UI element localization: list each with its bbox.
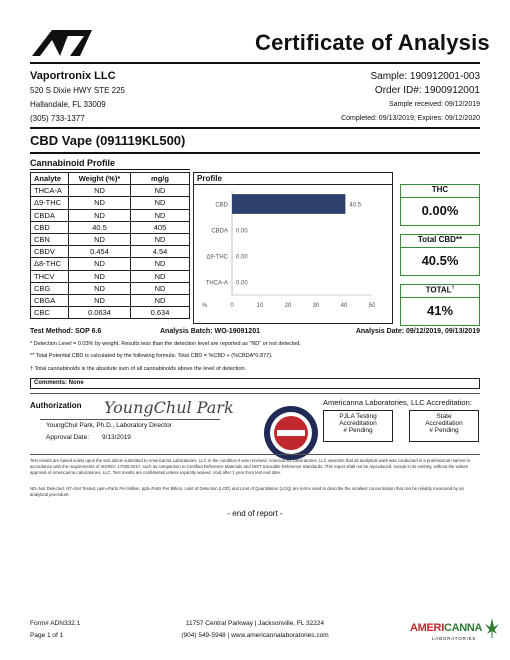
data-label: 0.00 xyxy=(236,228,248,235)
weight-cell: ND xyxy=(69,258,131,270)
col-mgg: mg/g xyxy=(131,173,190,185)
weight-cell: ND xyxy=(69,197,131,209)
comments-box xyxy=(30,378,480,389)
total-box xyxy=(400,284,480,326)
sample-number: Sample: 190912001-003 xyxy=(370,71,480,82)
state-line-1: State xyxy=(436,413,452,420)
analyte-cell: CBG xyxy=(31,282,69,294)
mgg-cell: ND xyxy=(131,282,190,294)
end-of-report: - end of report - xyxy=(227,509,283,518)
weight-cell: ND xyxy=(69,270,131,282)
x-axis-label: % xyxy=(202,303,208,309)
pjla-line-1: PJLA Testing xyxy=(339,413,377,420)
col-analyte: Analyte xyxy=(31,173,69,185)
analyte-cell: CBN xyxy=(31,233,69,245)
mgg-cell: ND xyxy=(131,185,190,197)
weight-cell: 0.0634 xyxy=(69,307,131,319)
pjla-line-2: Accreditation xyxy=(339,420,377,427)
total-cbd-label: Total CBD** xyxy=(401,235,479,248)
mgg-cell: 4.54 xyxy=(131,246,190,258)
category-label: CBDA xyxy=(211,228,228,235)
comments-rule xyxy=(30,393,480,394)
state-box xyxy=(409,410,479,442)
weight-cell: 0.454 xyxy=(69,246,131,258)
weight-cell: 40.5 xyxy=(69,221,131,233)
client-address-2: Hallandale, FL 33009 xyxy=(30,100,106,109)
weight-cell: ND xyxy=(69,209,131,221)
analyte-cell: CBC xyxy=(31,307,69,319)
note-total-cbd: ** Total Potential CBD is calculated by the following formula: Total CBD = %CBD + (%CBDA*0.877). xyxy=(30,353,273,359)
document-title: Certificate of Analysis xyxy=(255,30,490,55)
analyte-cell: THCV xyxy=(31,270,69,282)
client-name: Vaportronix LLC xyxy=(30,70,116,82)
table-row xyxy=(31,197,190,209)
cannabis-leaf-icon xyxy=(484,616,500,640)
weight-cell: ND xyxy=(69,185,131,197)
table-row xyxy=(31,258,190,270)
pjla-line-3: # Pending xyxy=(343,427,373,434)
col-weight: Weight (%)* xyxy=(69,173,131,185)
data-label: 0.00 xyxy=(236,254,248,261)
total-value: 41% xyxy=(426,303,454,318)
note-detection: * Detection Level = 0.03% by weight. Results less than the detection level are reported as "ND" or not detected. xyxy=(30,341,301,347)
brand-wordmark xyxy=(410,622,482,634)
state-line-3: # Pending xyxy=(429,427,459,434)
analyte-cell: THCA-A xyxy=(31,185,69,197)
brand-subtitle: LABORATORIES xyxy=(432,636,477,641)
product-rule xyxy=(30,152,480,154)
client-rule xyxy=(30,127,480,129)
mgg-cell: ND xyxy=(131,197,190,209)
x-tick-label: 30 xyxy=(312,303,320,309)
section-title: Cannabinoid Profile xyxy=(30,158,116,168)
abbreviations-text: ND=Not Detected, NT=Not Tested, ppm=Parts Per Million, ppb=Parts Per Billion, Limit of Detection (LOD) and Limit of Quantitation (LOQ) are terms used to describe the smallest concentration that can be reliably measured by an analytical procedure. xyxy=(30,486,464,497)
client-address-1: 520 S Dixie HWY STE 225 xyxy=(30,86,126,95)
total-label: TOTAL xyxy=(425,285,452,295)
analyte-cell: CBDV xyxy=(31,246,69,258)
analyte-cell: Δ9-THC xyxy=(31,197,69,209)
analyte-cell: Δ8-THC xyxy=(31,258,69,270)
section-underline xyxy=(30,169,190,170)
data-label: 0.00 xyxy=(236,280,248,287)
x-tick-label: 40 xyxy=(340,303,348,309)
table-row xyxy=(31,185,190,197)
x-tick-label: 20 xyxy=(284,303,292,309)
total-cbd-box xyxy=(400,234,480,276)
profile-header: Profile xyxy=(194,173,392,185)
mgg-cell: ND xyxy=(131,270,190,282)
disclaimer-text: Test results are based solely upon the test article submitted to Americanna Laboratories, LLC in the condition it was received. Americanna Laboratories, LLC warrants that all analytical work was conducted in a professional manner in accordance with the requirements of ISO/IEC 17025:2017, such as comparison to Certified Reference Materials and NIST traceable Reference Standards. This report shall not be reproduced, except in its entirety, without the written approval of Americanna Laboratories, LLC. Test results are confidential unless explicitly waived. Void after 1 year from test end date. xyxy=(30,458,471,475)
note-total-cannabinoids: † Total cannabinoids is the absolute sum of all cannabinoids above the level of detection. xyxy=(30,366,247,372)
table-row xyxy=(31,233,190,245)
table-row xyxy=(31,294,190,306)
category-label: THCA-A xyxy=(205,280,228,287)
analyte-cell: CBD xyxy=(31,221,69,233)
analyte-cell: CBDA xyxy=(31,209,69,221)
analyte-cell: CBGA xyxy=(31,294,69,306)
comments-text: Comments: None xyxy=(34,380,84,386)
table-row xyxy=(31,307,190,319)
thc-box xyxy=(400,184,480,226)
pjla-box xyxy=(323,410,393,442)
client-phone: (305) 733-1377 xyxy=(30,114,85,123)
brand-part-a: AMERI xyxy=(410,622,444,634)
total-sup: † xyxy=(451,285,455,291)
mgg-cell: 405 xyxy=(131,221,190,233)
bar-0 xyxy=(232,194,345,214)
category-label: Δ9-THC xyxy=(206,254,228,261)
completed-expires: Completed: 09/13/2019; Expires: 09/12/2020 xyxy=(341,115,480,122)
company-logo xyxy=(30,26,100,60)
mgg-cell: 0.634 xyxy=(131,307,190,319)
x-tick-label: 50 xyxy=(368,303,376,309)
weight-cell: ND xyxy=(69,282,131,294)
data-label: 40.5 xyxy=(349,202,362,209)
weight-cell: ND xyxy=(69,294,131,306)
order-number: Order ID#: 1900912001 xyxy=(374,85,480,96)
signer-name: YoungChul Park, Ph.D., Laboratory Director xyxy=(46,422,172,429)
analysis-batch: Analysis Batch: WO-19091201 xyxy=(160,328,260,335)
signature: YoungChul Park xyxy=(104,398,234,417)
analysis-date: Analysis Date: 09/12/2019, 09/13/2019 xyxy=(355,328,480,335)
total-cbd-value: 40.5% xyxy=(421,253,459,268)
table-row xyxy=(31,246,190,258)
x-tick-label: 10 xyxy=(256,303,264,309)
table-row xyxy=(31,282,190,294)
thc-label: THC xyxy=(401,185,479,198)
thc-value: 0.00% xyxy=(421,203,459,218)
table-row xyxy=(31,209,190,221)
footer-contact: (904) 549-5948 | www.americannalaboratories.com xyxy=(181,632,329,639)
mgg-cell: ND xyxy=(131,209,190,221)
mgg-cell: ND xyxy=(131,294,190,306)
mgg-cell: ND xyxy=(131,258,190,270)
disclaimer-rule xyxy=(30,454,480,455)
total-label-wrap xyxy=(401,285,479,298)
table-row xyxy=(31,221,190,233)
brand-part-b: CANNA xyxy=(443,622,483,634)
profile-chart xyxy=(194,185,392,323)
cannabinoid-table xyxy=(30,172,190,319)
authorization-label: Authorization xyxy=(30,401,82,410)
mgg-cell: ND xyxy=(131,233,190,245)
signature-line xyxy=(40,419,220,420)
test-method: Test Method: SOP 6.6 xyxy=(30,328,102,335)
state-line-2: Accreditation xyxy=(425,420,463,427)
x-tick-label: 0 xyxy=(230,303,234,309)
accreditation-title: Americanna Laboratories, LLC Accreditation: xyxy=(323,398,472,407)
category-label: CBD xyxy=(215,202,228,209)
table-row xyxy=(31,270,190,282)
weight-cell: ND xyxy=(69,233,131,245)
product-name: CBD Vape (091119KL500) xyxy=(30,133,186,148)
title-rule xyxy=(30,62,480,64)
sample-received: Sample received: 09/12/2019 xyxy=(388,101,480,108)
form-number: Form# ADN332.1 xyxy=(30,620,81,627)
footer-address: 11757 Central Parkway | Jacksonville, FL 32224 xyxy=(185,620,325,627)
approval-label: Approval Date: xyxy=(46,434,89,441)
page-number: Page 1 of 1 xyxy=(30,632,64,639)
approval-date: 9/13/2019 xyxy=(102,434,131,441)
